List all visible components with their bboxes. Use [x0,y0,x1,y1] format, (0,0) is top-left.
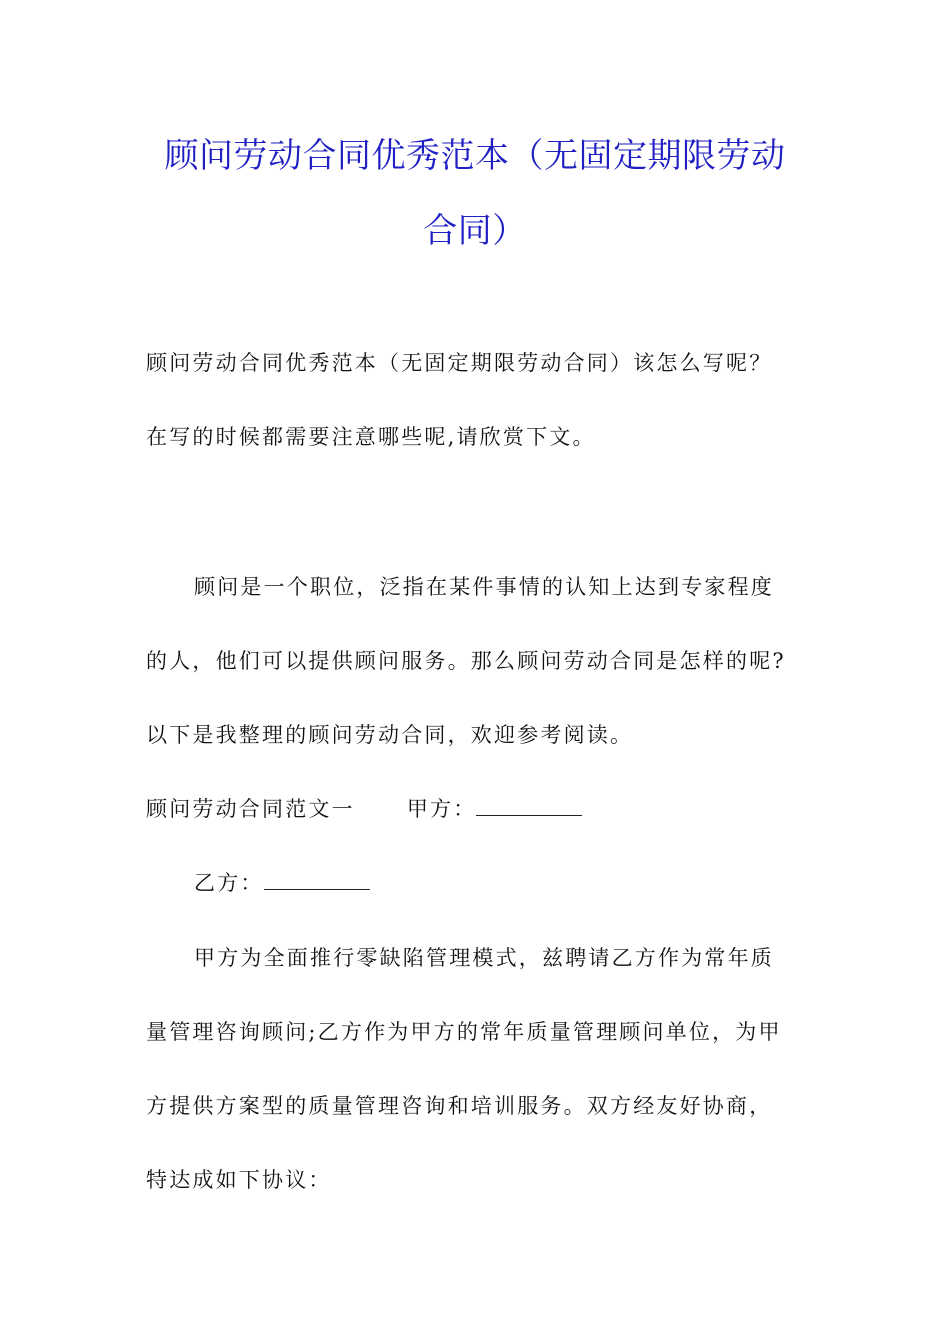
intro-line1: 顾问劳动合同优秀范本（无固定期限劳动合同）该怎么写呢？ [146,351,773,375]
paragraph2-line3: 方提供方案型的质量管理咨询和培训服务。双方经友好协商， [146,1094,773,1118]
party-b-row [194,867,370,897]
party-a-label: 甲方： [406,797,477,821]
paragraph2-line1: 甲方为全面推行零缺陷管理模式，兹聘请乙方作为常年质 [194,946,774,970]
sample-heading-row [146,793,582,823]
paragraph2-line2: 量管理咨询顾问;乙方作为甲方的常年质量管理顾问单位，为甲 [146,1020,782,1044]
party-b-label: 乙方： [194,871,264,895]
party-b-blank [264,871,370,890]
paragraph1-line2: 的人，他们可以提供顾问服务。那么顾问劳动合同是怎样的呢? [146,649,786,673]
document-title-line1: 顾问劳动合同优秀范本（无固定期限劳动 [164,136,786,176]
paragraph1-line3: 以下是我整理的顾问劳动合同，欢迎参考阅读。 [146,723,634,747]
party-a-blank [476,797,582,816]
document-title-line2: 合同） [423,211,527,251]
sample-heading: 顾问劳动合同范文一 [146,797,355,821]
paragraph2-line4: 特达成如下协议： [146,1168,332,1192]
intro-line2: 在写的时候都需要注意哪些呢,请欣赏下文。 [146,425,596,449]
paragraph1-line1: 顾问是一个职位，泛指在某件事情的认知上达到专家程度 [194,575,774,599]
